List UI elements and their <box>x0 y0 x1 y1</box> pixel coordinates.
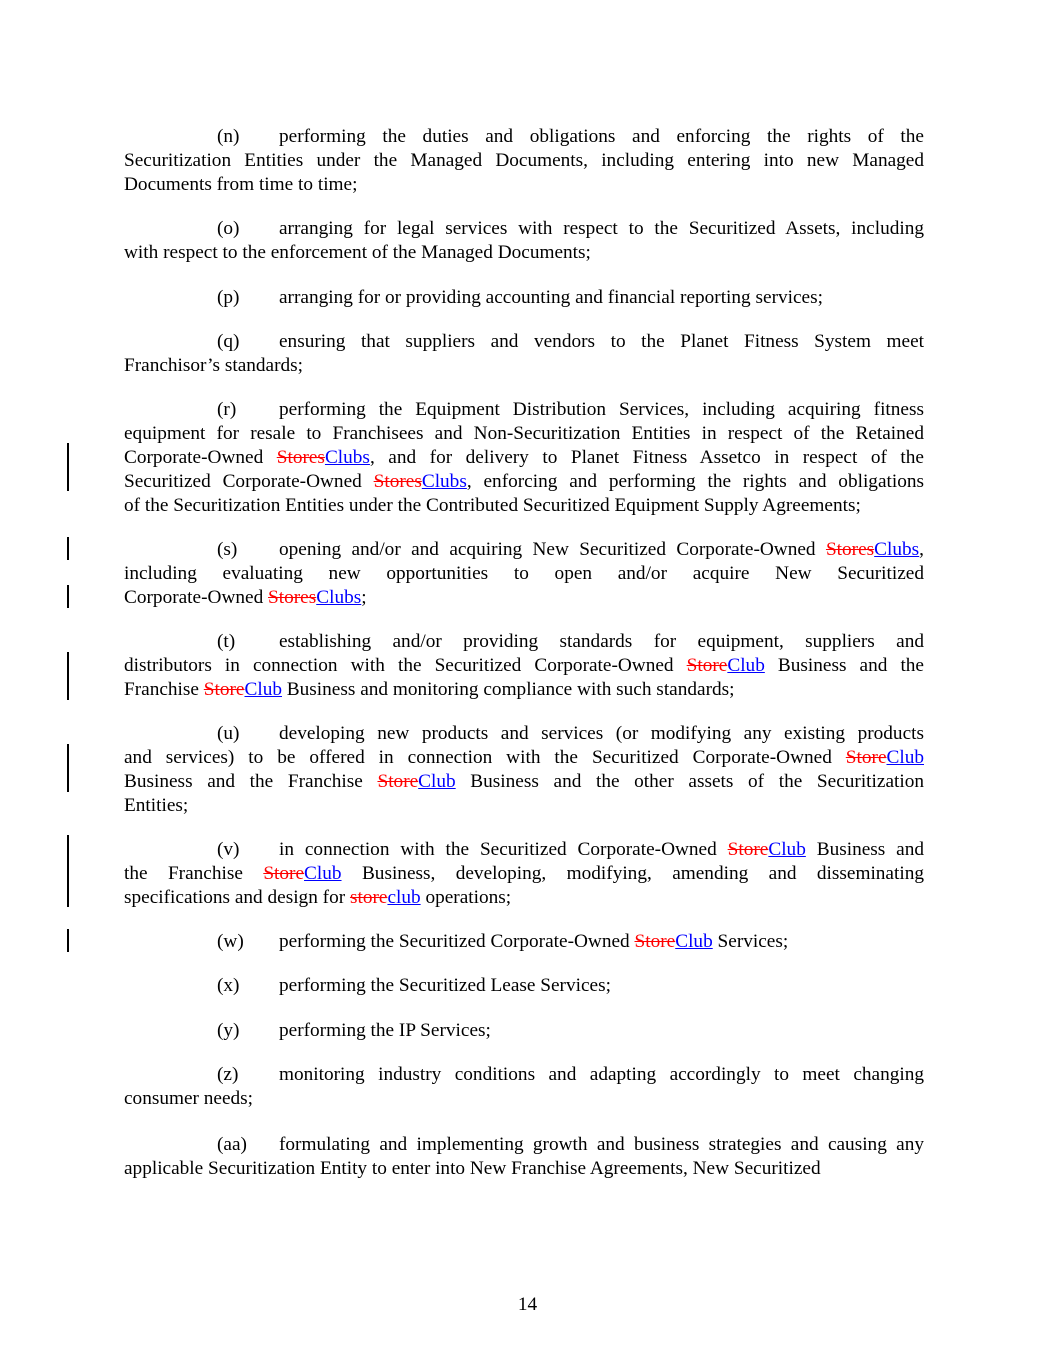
paragraph-r <box>124 398 924 518</box>
text-run: Franchisor’s standards; <box>124 355 304 376</box>
text-run: arranging for legal services with respect to the Securitized Assets, including <box>279 218 924 239</box>
inserted-text: Clubs <box>324 447 370 468</box>
text-run: performing the Securitized Corporate-Owned <box>279 931 635 952</box>
text-line <box>124 678 924 702</box>
text-run: and services) to be offered in connection with the Securitized Corporate-Owned <box>124 747 846 768</box>
text-run: performing the Equipment Distribution Services, including acquiring fitness <box>279 399 924 420</box>
text-run: Business and <box>805 839 925 860</box>
item-label: (q) <box>217 331 240 352</box>
text-run: including evaluating new opportunities to open and/or acquire New Securitized <box>124 563 924 584</box>
text-run: Entities; <box>124 795 189 816</box>
item-label: (o) <box>217 218 240 239</box>
text-run: opening and/or and acquiring New Securitized Corporate-Owned <box>279 539 826 560</box>
inserted-text: Club <box>244 679 282 700</box>
text-line <box>124 470 924 494</box>
text-run: the Franchise <box>124 863 264 884</box>
item-label: (x) <box>217 975 240 996</box>
text-run: applicable Securitization Entity to enter into New Franchise Agreements, New Securitized <box>124 1158 821 1179</box>
line-text <box>279 538 924 562</box>
change-bar <box>67 929 69 952</box>
text-line <box>124 422 924 446</box>
text-run: in connection with the Securitized Corporate-Owned <box>279 839 728 860</box>
text-run: , <box>919 539 924 560</box>
text-line <box>124 330 924 354</box>
text-line <box>124 538 924 562</box>
change-bar <box>67 585 69 608</box>
line-text <box>279 125 924 149</box>
text-line <box>124 398 924 422</box>
change-bar <box>67 744 69 792</box>
text-line <box>124 886 924 910</box>
text-line <box>124 930 924 954</box>
item-label: (s) <box>217 539 238 560</box>
text-line <box>124 217 924 241</box>
change-bar <box>67 443 69 491</box>
paragraph-t <box>124 630 924 702</box>
item-label: (r) <box>217 399 237 420</box>
deleted-text: Store <box>686 655 728 676</box>
text-line <box>124 1157 924 1181</box>
text-run: with respect to the enforcement of the Managed Documents; <box>124 242 591 263</box>
inserted-text: Clubs <box>874 539 920 560</box>
text-line <box>124 125 924 149</box>
line-text <box>279 838 924 862</box>
deleted-text: Store <box>727 839 769 860</box>
text-line <box>124 494 924 518</box>
text-line <box>124 354 924 378</box>
paragraph-o <box>124 217 924 265</box>
text-run: consumer needs; <box>124 1088 254 1109</box>
item-label: (u) <box>217 723 240 744</box>
text-run: Business and monitoring compliance with such standards; <box>281 679 735 700</box>
text-line <box>124 562 924 586</box>
text-run: performing the Securitized Lease Services; <box>279 975 611 996</box>
text-run: Business and the <box>764 655 924 676</box>
text-line <box>124 770 924 794</box>
item-label: (t) <box>217 631 236 652</box>
inserted-text: Clubs <box>421 471 467 492</box>
deleted-text: Store <box>203 679 245 700</box>
text-run: monitoring industry conditions and adapting accordingly to meet changing <box>279 1064 924 1085</box>
text-run: Securitized Corporate-Owned <box>124 471 374 492</box>
text-line <box>124 1087 924 1111</box>
text-line <box>124 446 924 470</box>
paragraph-p <box>124 286 924 310</box>
text-run: Corporate-Owned <box>124 587 269 608</box>
text-run: distributors in connection with the Securitized Corporate-Owned <box>124 655 687 676</box>
text-line <box>124 654 924 678</box>
deleted-text: Store <box>634 931 676 952</box>
text-line <box>124 1063 924 1087</box>
text-run: Business, developing, modifying, amending and disseminating <box>341 863 924 884</box>
item-label: (v) <box>217 839 240 860</box>
change-bar <box>67 835 69 907</box>
line-text <box>279 1133 924 1157</box>
text-run: Franchise <box>124 679 204 700</box>
text-run: Services; <box>712 931 789 952</box>
paragraph-u <box>124 722 924 818</box>
text-run: formulating and implementing growth and business strategies and causing any <box>279 1134 924 1155</box>
text-line <box>124 722 924 746</box>
text-line <box>124 586 924 610</box>
change-bar <box>67 652 69 700</box>
item-label: (n) <box>217 126 240 147</box>
deleted-text: Store <box>845 747 887 768</box>
deleted-text: Stores <box>276 447 325 468</box>
paragraph-v <box>124 838 924 910</box>
line-text <box>279 722 924 746</box>
item-label: (aa) <box>217 1134 247 1155</box>
line-text <box>279 1063 924 1087</box>
paragraph-s <box>124 538 924 610</box>
paragraph-q <box>124 330 924 378</box>
item-label: (z) <box>217 1064 239 1085</box>
text-line <box>124 794 924 818</box>
paragraph-y <box>124 1019 924 1043</box>
text-run: developing new products and services (or modifying any existing products <box>279 723 924 744</box>
inserted-text: Club <box>727 655 765 676</box>
text-line <box>124 173 924 197</box>
inserted-text: Club <box>768 839 806 860</box>
text-run: performing the IP Services; <box>279 1020 491 1041</box>
text-run: arranging for or providing accounting and financial reporting services; <box>279 287 823 308</box>
text-line <box>124 241 924 265</box>
text-run: , enforcing and performing the rights and obligations <box>466 471 924 492</box>
inserted-text: club <box>387 887 421 908</box>
text-line <box>124 286 924 310</box>
text-run: Business and the other assets of the Securitization <box>455 771 925 792</box>
line-text <box>279 330 924 354</box>
paragraph-z <box>124 1063 924 1111</box>
inserted-text: Club <box>304 863 342 884</box>
line-text <box>279 398 924 422</box>
change-bar <box>67 537 69 560</box>
paragraph-x <box>124 974 924 998</box>
inserted-text: Clubs <box>316 587 362 608</box>
text-run: of the Securitization Entities under the Contributed Securitized Equipment Supply Agreements; <box>124 495 861 516</box>
text-run: performing the duties and obligations and enforcing the rights of the <box>279 126 924 147</box>
text-run: equipment for resale to Franchisees and Non-Securitization Entities in respect of the Retained <box>124 423 924 444</box>
text-line <box>124 862 924 886</box>
inserted-text: Club <box>418 771 456 792</box>
item-label: (w) <box>217 931 244 952</box>
paragraph-n <box>124 125 924 197</box>
text-run: Securitization Entities under the Managed Documents, including entering into new Managed <box>124 150 924 171</box>
text-run: establishing and/or providing standards for equipment, suppliers and <box>279 631 924 652</box>
text-run: Documents from time to time; <box>124 174 358 195</box>
deleted-text: Store <box>263 863 305 884</box>
text-run: ensuring that suppliers and vendors to the Planet Fitness System meet <box>279 331 924 352</box>
inserted-text: Club <box>675 931 713 952</box>
item-label: (y) <box>217 1020 240 1041</box>
text-run: Business and the Franchise <box>124 771 378 792</box>
text-run: operations; <box>420 887 512 908</box>
page-number: 14 <box>517 1294 538 1315</box>
text-line <box>124 746 924 770</box>
text-line <box>124 974 924 998</box>
deleted-text: Stores <box>373 471 422 492</box>
paragraph-w <box>124 930 924 954</box>
deleted-text: Stores <box>268 587 317 608</box>
paragraph-aa <box>124 1133 924 1181</box>
text-line <box>124 149 924 173</box>
text-line <box>124 838 924 862</box>
line-text <box>279 630 924 654</box>
text-run: ; <box>361 587 367 608</box>
item-label: (p) <box>217 287 240 308</box>
text-line <box>124 1019 924 1043</box>
text-line <box>124 1133 924 1157</box>
text-run: , and for delivery to Planet Fitness Assetco in respect of the <box>369 447 924 468</box>
line-text <box>279 217 924 241</box>
deleted-text: Store <box>377 771 419 792</box>
text-run: Corporate-Owned <box>124 447 277 468</box>
text-line <box>124 630 924 654</box>
deleted-text: store <box>349 887 388 908</box>
text-run: specifications and design for <box>124 887 350 908</box>
inserted-text: Club <box>886 747 924 768</box>
deleted-text: Stores <box>825 539 875 560</box>
